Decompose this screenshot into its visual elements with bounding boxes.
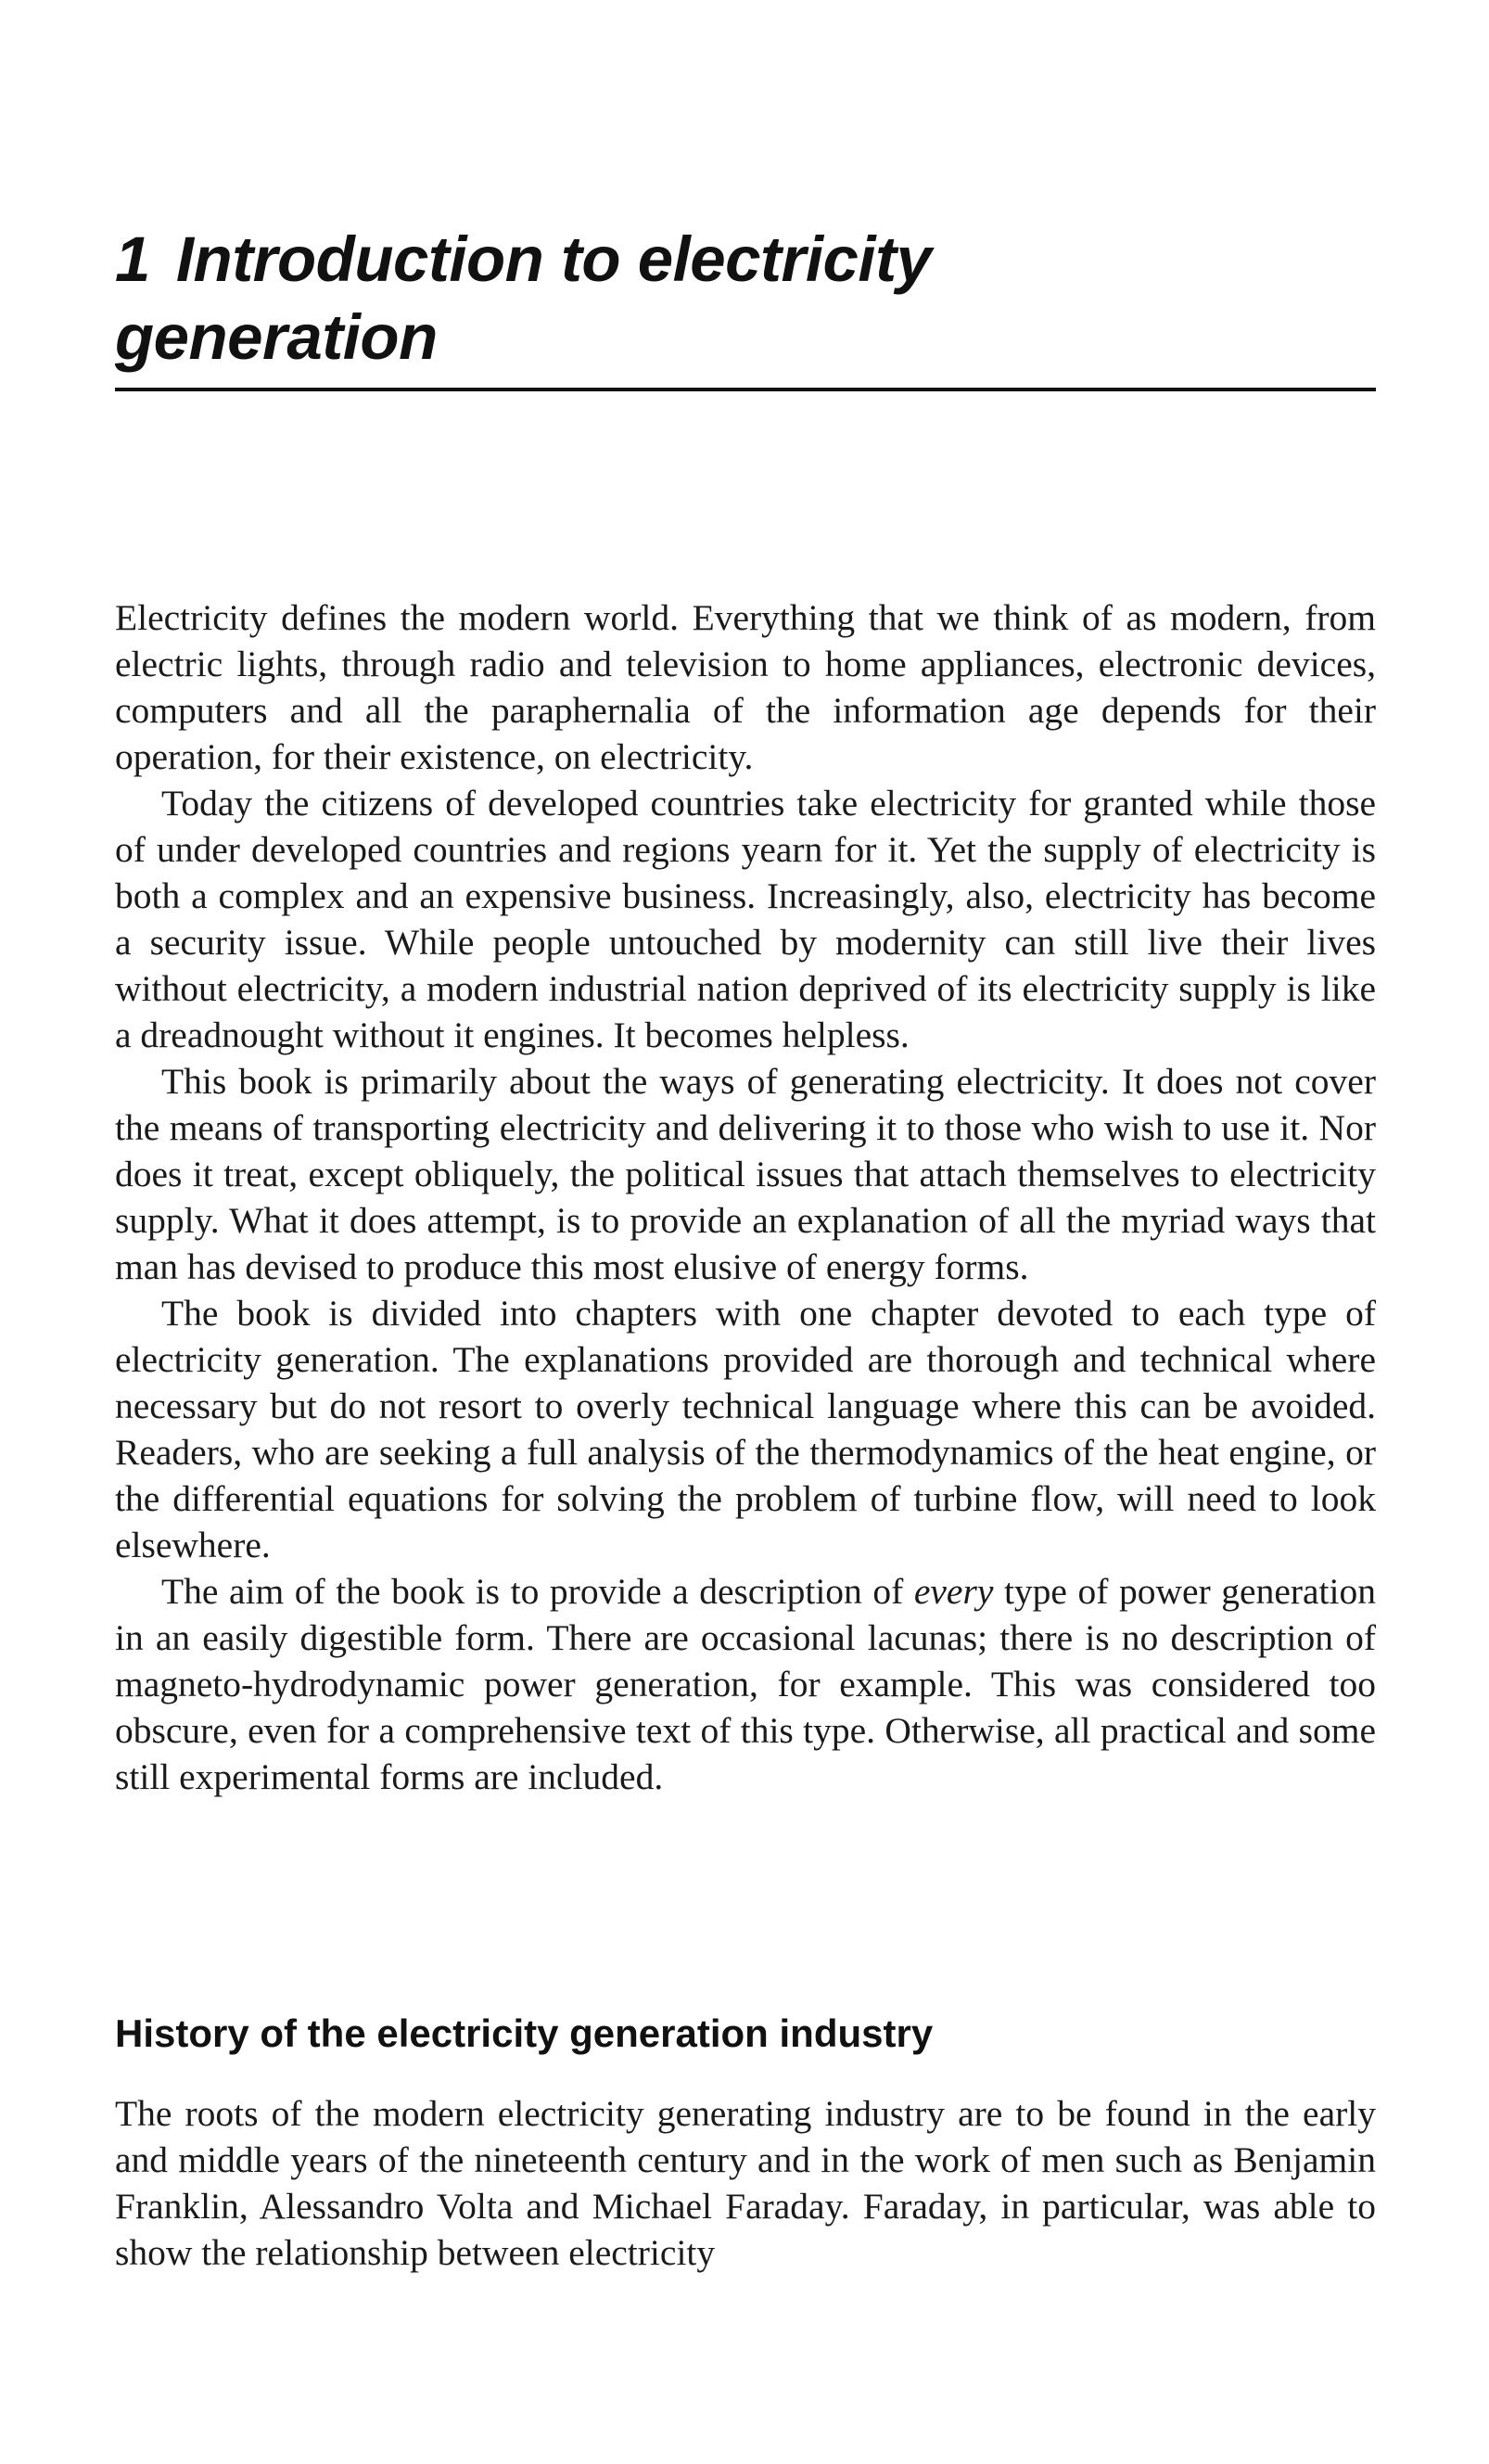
intro-section: [115, 594, 1376, 1800]
chapter-number: 1: [115, 223, 150, 295]
history-paragraph-1: The roots of the modern electricity generating industry are to be found in the early and middle years of the nineteenth century and in the work of men such as Benjamin Franklin, Alessandro Volta and Michael Faraday. Faraday, in particular, was able to show the relationship between electricity: [115, 2093, 1376, 2273]
chapter-title-line2: generation: [115, 301, 438, 373]
chapter-title-rule: [115, 388, 1376, 391]
intro-paragraph-5: [115, 1568, 1376, 1800]
intro-paragraph-2: Today the citizens of developed countries take electricity for granted while those of under developed countries and regions yearn for it. Yet the supply of electricity is both a complex and an expensive business. Increasingly, also, electricity has become a security issue. While people untouched by modernity can still live their lives without electricity, a modern industrial nation deprived of its electricity supply is like a dreadnought without it engines. It becomes helpless.: [115, 783, 1376, 1055]
section-heading-history: History of the electricity generation industry: [115, 2011, 934, 2055]
intro-paragraph-5-start: The aim of the book is to provide a description of: [161, 1571, 914, 1612]
intro-paragraph-3: This book is primarily about the ways of generating electricity. It does not cover the means of transporting electricity and delivering it to those who wish to use it. Nor does it treat, except obliquely, the political issues that attach themselves to electricity supply. What it does attempt, is to provide an explanation of all the myriad ways that man has devised to produce this most elusive of energy forms.: [115, 1061, 1376, 1287]
intro-paragraph-1: Electricity defines the modern world. Everything that we think of as modern, from electric lights, through radio and television to home appliances, electronic devices, computers and all the paraphernalia of the information age depends for their operation, for their existence, on electricity.: [115, 597, 1376, 777]
chapter-title-line1: Introduction to electricity: [175, 223, 932, 295]
intro-paragraph-5-end: type of power generation in an easily digestible form. There are occasional lacunas; there is no description of magneto-hydrodynamic power generation, for example. This was considered too obscure, even for a comprehensive text of this type. Otherwise, all practical and some still experimental forms are included.: [115, 1571, 1376, 1797]
chapter-title: [115, 221, 1376, 377]
intro-paragraph-5-emphasis: every: [913, 1571, 994, 1612]
intro-paragraph-4: The book is divided into chapters with one chapter devoted to each type of electricity generation. The explanations provided are thorough and technical where necessary but do not resort to overly technical language where this can be avoided. Readers, who are seeking a full analysis of the thermodynamics of the heat engine, or the differential equations for solving the problem of turbine flow, will need to look elsewhere.: [115, 1293, 1376, 1565]
history-section: [115, 2090, 1376, 2276]
